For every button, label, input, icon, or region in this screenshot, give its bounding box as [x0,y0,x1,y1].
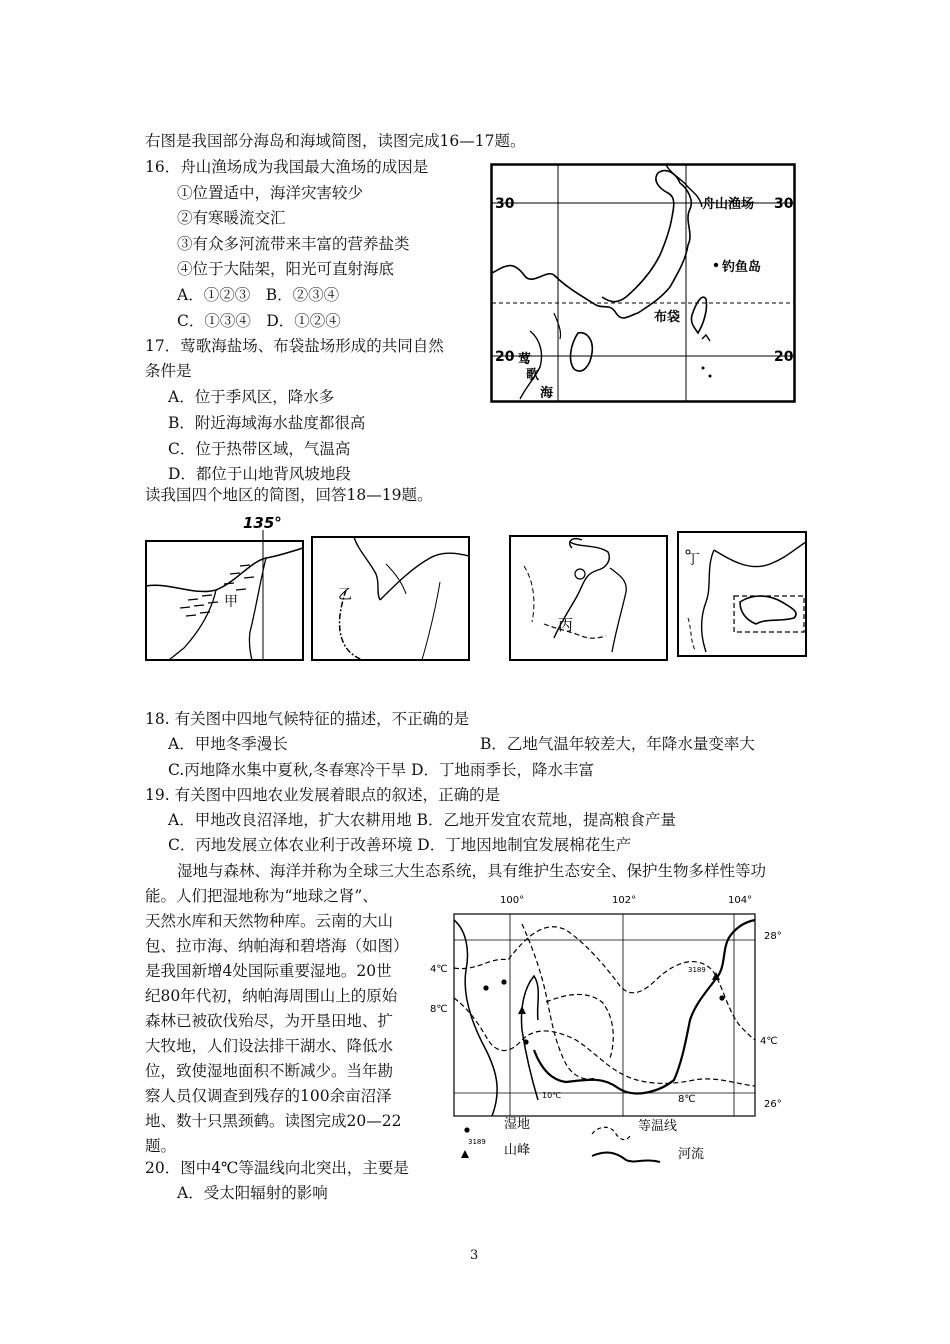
lon-104-label: 104° [728,895,753,906]
passage-line: 纪80年代初，纳帕海周围山上的原始 [145,987,398,1005]
four-regions-maps [140,512,810,664]
lat-30-left-label: 30 [495,196,515,212]
islands-sea-map [490,163,796,403]
passage-line: 湿地与森林、海洋并称为全球三大生态系统，具有维护生态安全、保护生物多样性等功 [177,862,767,880]
lat-26-label: 26° [764,1099,782,1110]
intro-16-17: 右图是我国部分海岛和海域简图，读图完成16—17题。 [145,132,526,150]
legend-peak-icon [461,1150,469,1158]
yinggehai-label-1: 莺 [518,352,532,367]
q17-stem: 17．莺歌海盐场、布袋盐场形成的共同自然 [145,337,444,355]
q17-option: C．位于热带区域，气温高 [168,440,351,458]
q16-option: A．①②③ B．②③④ [177,286,340,304]
legend-isotherm-icon [592,1127,630,1139]
page-number: 3 [470,1248,479,1263]
lat-20-right-label: 20 [774,349,794,365]
passage-line: 天然水库和天然物种库。云南的大山 [145,912,394,930]
lon-102-label: 102° [612,895,637,906]
budai-label: 布袋 [654,310,681,325]
isotherm-10c-label: 10℃ [542,1091,562,1100]
q18-stem: 18. 有关图中四地气候特征的描述，不正确的是 [145,710,470,728]
legend-wetland-icon [464,1127,469,1132]
q17-option: B．附近海域海水盐度都很高 [168,414,366,432]
passage-line: 大牧地，人们设法排干湖水、降低水 [145,1037,394,1055]
wetland-dot [483,985,488,990]
lat-28-label: 28° [764,931,782,942]
intro-18-19: 读我国四个地区的简图，回答18—19题。 [145,486,433,504]
q19-option-cd: C．丙地发展立体农业利于改善环境 D．丁地因地制宜发展棉花生产 [168,836,632,854]
q16-option: C．①③④ D．①②④ [177,312,341,330]
passage-line: 包、拉市海、纳帕海和碧塔海（如图） [145,937,409,955]
q17-option: A．位于季风区，降水多 [168,388,335,406]
yinggehai-label-2: 歌 [526,368,540,383]
passage-line: 森林已被砍伐殆尽，为开垦田地、扩 [145,1012,394,1030]
legend-river-label: 河流 [678,1147,705,1162]
passage-line: 是我国新增4处国际重要湿地。20世 [145,962,392,980]
bing-label: 丙 [558,616,574,634]
lon-100-label: 100° [500,895,525,906]
wetland-dot [719,995,724,1000]
wetland-dot [523,1039,528,1044]
q16-item: ③有众多河流带来丰富的营养盐类 [177,235,410,253]
peak-elevation-label: 3189 [688,966,706,974]
q18-option-a: A．甲地冬季漫长 [168,735,288,753]
legend-peak-label: 山峰 [504,1143,531,1158]
q17-stem: 条件是 [145,362,192,380]
region-map-bing [510,536,667,660]
legend-peak-number: 3189 [468,1138,486,1146]
q16-item: ①位置适中，海洋灾害较少 [177,184,364,202]
q16-item: ④位于大陆架，阳光可直射海底 [177,260,395,278]
passage-line: 能。人们把湿地称为“地球之肾”、 [145,887,378,905]
diaoyu-island-label: 钓鱼岛 [722,260,762,275]
q20-stem: 20．图中4℃等温线向北突出，主要是 [145,1159,409,1177]
yi-label: 乙 [338,587,352,603]
q19-option-ab: A．甲地改良沼泽地，扩大农耕用地 B．乙地开发宜农荒地，提高粮食产量 [168,811,677,829]
lat-30-right-label: 30 [774,196,794,212]
wetland-dot [501,979,506,984]
jia-label: 甲 [224,594,238,610]
legend-wetland-label: 湿地 [504,1117,531,1132]
legend-isotherm-label: 等温线 [638,1119,678,1134]
region-map-ding [678,532,806,656]
legend-river-icon [592,1153,660,1162]
isotherm-4c-label: 4℃ [760,1036,778,1047]
isotherm-8c-label: 8℃ [430,1004,448,1015]
region-map-jia [146,514,303,660]
passage-line: 位，致使湿地面积不断减少。当年勘 [145,1062,394,1080]
ding-label: 丁 [686,552,700,568]
q16-stem: 16．舟山渔场成为我国最大渔场的成因是 [145,158,429,176]
q17-option: D．都位于山地背风坡地段 [168,465,351,483]
yinggehai-label-3: 海 [540,386,554,401]
q18-option-b: B．乙地气温年较差大，年降水量变率大 [480,735,755,753]
peak-triangle [518,1006,526,1014]
region-map-yi [312,537,469,660]
lat-20-left-label: 20 [495,349,515,365]
isotherm-8c-label: 8℃ [678,1094,696,1105]
q18-option-cd: C.丙地降水集中夏秋,冬春寒冷干旱 D．丁地雨季长，降水丰富 [168,761,595,779]
q16-item: ②有寒暖流交汇 [177,209,286,227]
passage-line: 题。 [145,1137,177,1155]
passage-line: 地、数十只黑颈鹤。读图完成20—22 [145,1112,402,1130]
q20-option-a: A．受太阳辐射的影响 [177,1184,328,1202]
zhoushan-fishery-label: 舟山渔场 [702,197,755,212]
q19-stem: 19. 有关图中四地农业发展着眼点的叙述，正确的是 [145,786,501,804]
wetland-isotherm-map [426,890,790,1170]
lon-135-label: 135° [243,514,282,532]
isotherm-4c-label: 4℃ [430,964,448,975]
passage-line: 察人员仅调查到残存的100余亩沼泽 [145,1087,392,1105]
